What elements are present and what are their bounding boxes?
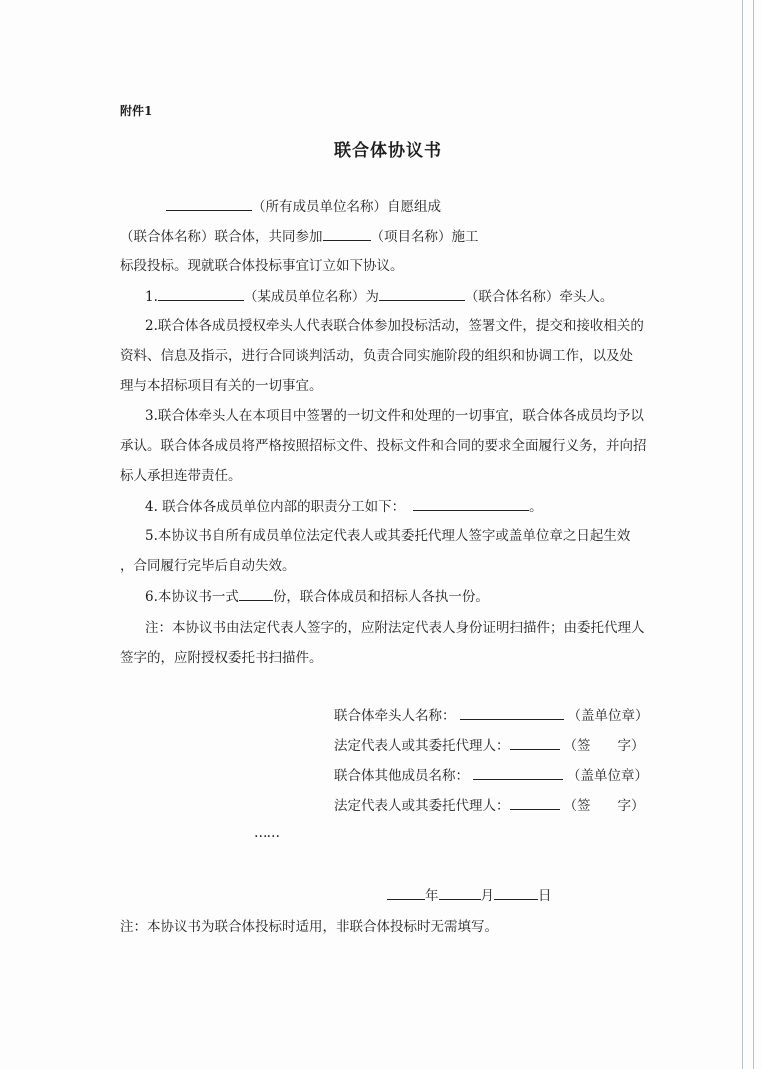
note-1-line-1: 注：本协议书由法定代表人签字的，应附法定代表人身份证明扫描件；由委托代理人 bbox=[145, 620, 645, 636]
intro-line-3: 标段投标。现就联合体投标事宜订立如下协议。 bbox=[120, 258, 404, 274]
signature-other-member: 联合体其他成员名称： （盖单位章） bbox=[334, 765, 648, 786]
clause-4: 4. 联合体各成员单位内部的职责分工如下： 。 bbox=[145, 496, 543, 517]
signature-lead-member: 联合体牵头人名称： （盖单位章） bbox=[334, 705, 649, 726]
clause-5-line-2: ，合同履行完毕后自动失效。 bbox=[120, 558, 296, 574]
clause-5-line-1: 5.本协议书自所有成员单位法定代表人或其委托代理人签字或盖单位章之日起生效 bbox=[145, 528, 631, 544]
clause-3-line-3: 标人承担连带责任。 bbox=[120, 468, 242, 484]
scan-edge-line bbox=[753, 0, 754, 1069]
signature-lead-representative: 法定代表人或其委托代理人： （签 字） bbox=[334, 735, 645, 756]
clause-2-line-1: 2.联合体各成员授权牵头人代表联合体参加投标活动，签署文件，提交和接收相关的 bbox=[145, 318, 644, 334]
clause-1: 1. （某成员单位名称）为 （联合体名称）牵头人。 bbox=[145, 286, 613, 307]
page-title: 联合体协议书 bbox=[334, 141, 442, 161]
annex-label: 附件1 bbox=[120, 104, 153, 118]
blank-field[interactable] bbox=[460, 705, 564, 720]
intro-line-2: （联合体名称）联合体，共同参加 （项目名称）施工 bbox=[120, 226, 479, 247]
ellipsis: …… bbox=[254, 825, 279, 841]
blank-field[interactable] bbox=[387, 885, 425, 900]
date-line: 年 月 日 bbox=[387, 885, 552, 906]
blank-field[interactable] bbox=[473, 765, 563, 780]
blank-field[interactable] bbox=[323, 226, 371, 241]
blank-field[interactable] bbox=[158, 286, 244, 301]
blank-field[interactable] bbox=[413, 496, 529, 511]
clause-2-line-3: 理与本招标项目有关的一切事宜。 bbox=[120, 378, 323, 394]
note-1-line-2: 签字的，应附授权委托书扫描件。 bbox=[120, 650, 323, 666]
note-2: 注：本协议书为联合体投标时适用，非联合体投标时无需填写。 bbox=[120, 919, 498, 935]
scan-edge-line bbox=[742, 0, 743, 1069]
blank-field[interactable] bbox=[166, 196, 252, 211]
blank-field[interactable] bbox=[439, 885, 481, 900]
blank-field[interactable] bbox=[494, 885, 538, 900]
clause-3-line-2: 承认。联合体各成员将严格按照招标文件、投标文件和合同的要求全面履行义务，并向招 bbox=[120, 438, 647, 454]
blank-field[interactable] bbox=[510, 735, 560, 750]
signature-other-representative: 法定代表人或其委托代理人： （签 字） bbox=[334, 795, 645, 816]
clause-6: 6.本协议书一式 份，联合体成员和招标人各执一份。 bbox=[145, 586, 489, 607]
blank-field[interactable] bbox=[379, 286, 465, 301]
clause-2-line-2: 资料、信息及指示，进行合同谈判活动，负责合同实施阶段的组织和协调工作，以及处 bbox=[120, 348, 633, 364]
blank-field[interactable] bbox=[239, 586, 273, 601]
intro-line-1: （所有成员单位名称）自愿组成 bbox=[166, 196, 441, 217]
clause-3-line-1: 3.联合体牵头人在本项目中签署的一切文件和处理的一切事宜，联合体各成员均予以 bbox=[145, 408, 644, 424]
blank-field[interactable] bbox=[510, 795, 560, 810]
